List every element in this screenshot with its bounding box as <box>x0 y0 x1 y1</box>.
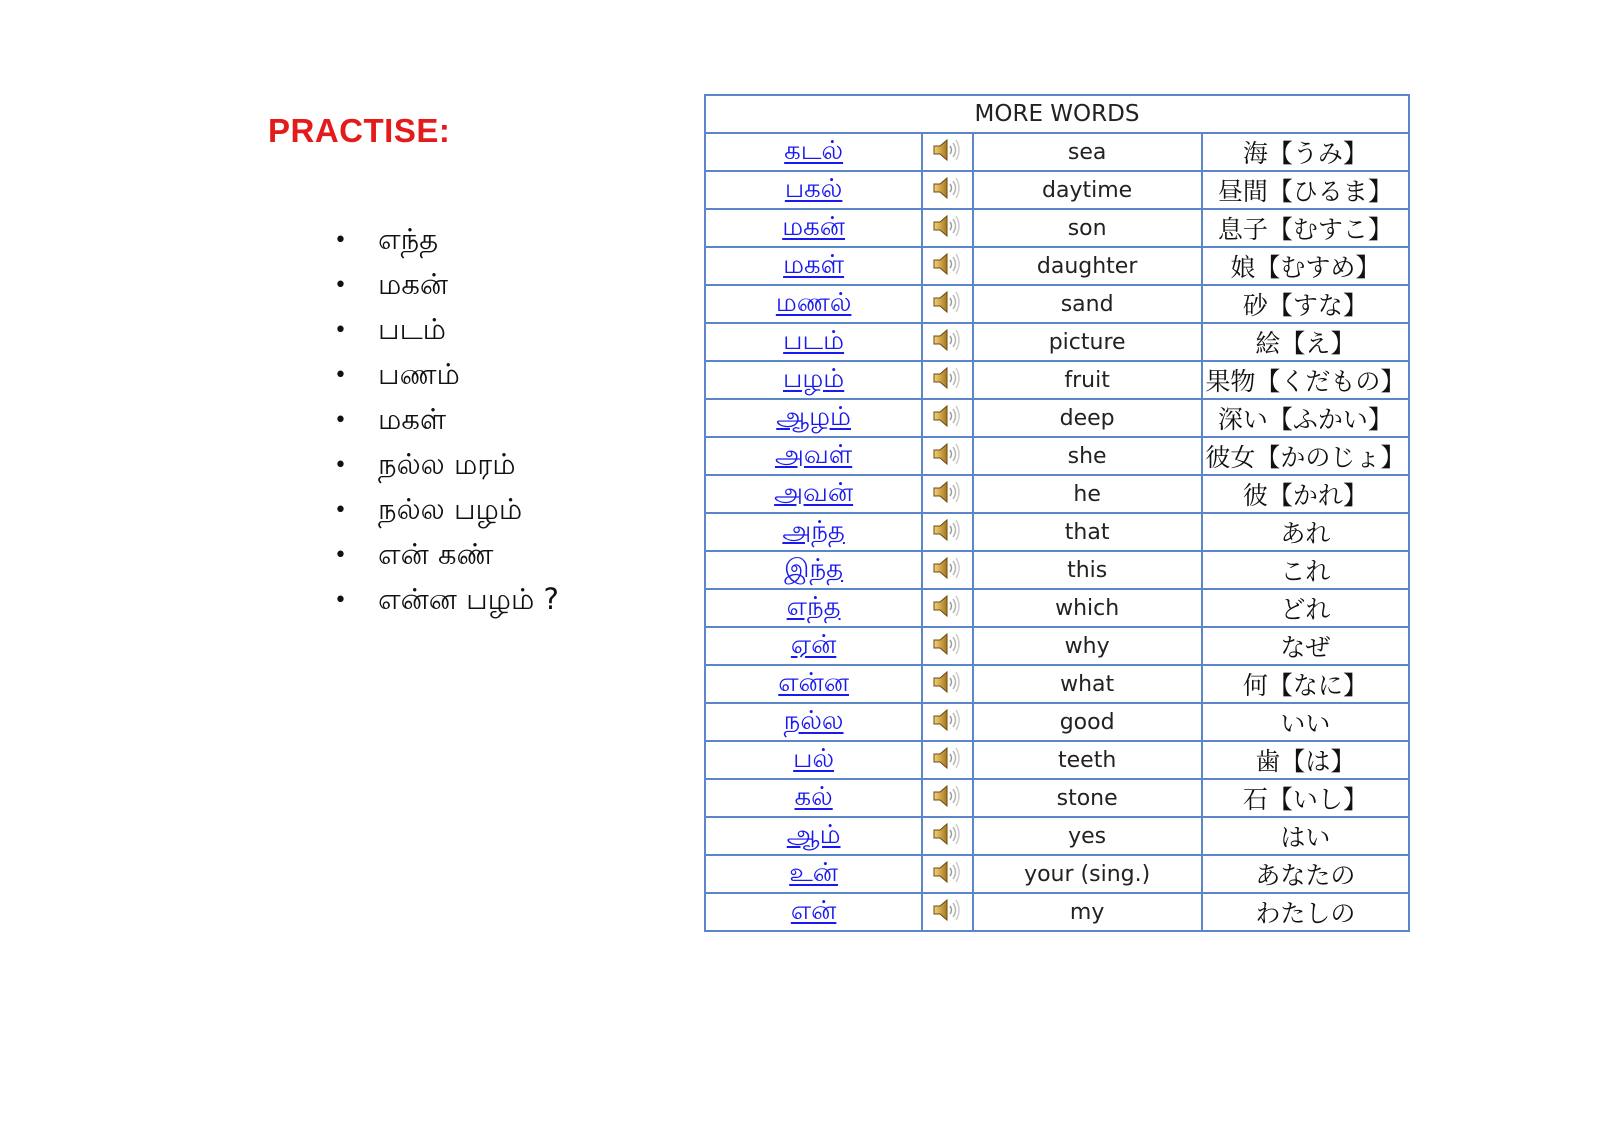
english-cell <box>973 361 1202 399</box>
tamil-cell <box>705 665 922 703</box>
bullet-point: • <box>334 273 347 298</box>
practise-word: படம் <box>378 311 446 346</box>
word-row <box>705 627 1409 665</box>
tamil-cell <box>705 209 922 247</box>
japanese-translation: あなたの <box>1255 861 1356 890</box>
english-translation: sand <box>1060 291 1114 317</box>
tamil-cell <box>705 627 922 665</box>
audio-cell <box>922 589 972 627</box>
speaker-icon[interactable] <box>931 555 963 581</box>
english-cell <box>973 703 1202 741</box>
tamil-cell <box>705 323 922 361</box>
tamil-word-link[interactable]: என்ன <box>778 667 849 698</box>
tamil-cell <box>705 247 922 285</box>
audio-cell <box>922 551 972 589</box>
bullet-point: • <box>334 453 347 478</box>
bullet-point: • <box>334 318 347 343</box>
audio-cell <box>922 361 972 399</box>
speaker-icon[interactable] <box>931 821 963 847</box>
japanese-cell <box>1202 703 1409 741</box>
word-row <box>705 703 1409 741</box>
bullet-point: • <box>334 543 347 568</box>
audio-cell <box>922 209 972 247</box>
table-body <box>705 133 1409 931</box>
english-translation: picture <box>1048 329 1126 355</box>
japanese-cell <box>1202 893 1409 931</box>
english-cell <box>973 741 1202 779</box>
english-translation: fruit <box>1064 367 1110 393</box>
practise-item <box>334 308 559 353</box>
word-row <box>705 323 1409 361</box>
tamil-cell <box>705 285 922 323</box>
tamil-cell <box>705 171 922 209</box>
practise-list <box>334 218 559 623</box>
practise-word: பணம் <box>378 356 460 391</box>
speaker-icon[interactable] <box>931 707 963 733</box>
japanese-translation: どれ <box>1280 595 1331 624</box>
english-cell <box>973 627 1202 665</box>
practise-item <box>334 533 559 578</box>
tamil-cell <box>705 855 922 893</box>
practise-heading: PRACTISE: <box>268 112 451 149</box>
japanese-translation: 娘【むすめ】 <box>1230 253 1381 282</box>
audio-cell <box>922 171 972 209</box>
word-row <box>705 855 1409 893</box>
speaker-icon[interactable] <box>931 327 963 353</box>
japanese-cell <box>1202 589 1409 627</box>
tamil-cell <box>705 361 922 399</box>
audio-cell <box>922 513 972 551</box>
japanese-cell <box>1202 741 1409 779</box>
word-row <box>705 437 1409 475</box>
tamil-word-link[interactable]: அவள் <box>774 439 853 470</box>
practise-item <box>334 578 559 623</box>
japanese-cell <box>1202 247 1409 285</box>
speaker-icon[interactable] <box>931 593 963 619</box>
english-translation: yes <box>1068 823 1107 849</box>
english-cell <box>973 893 1202 931</box>
tamil-word-link[interactable]: மகள் <box>783 249 845 280</box>
audio-cell <box>922 437 972 475</box>
english-cell <box>973 323 1202 361</box>
english-cell <box>973 589 1202 627</box>
word-row <box>705 133 1409 171</box>
speaker-icon[interactable] <box>931 441 963 467</box>
japanese-cell <box>1202 209 1409 247</box>
speaker-icon[interactable] <box>931 403 963 429</box>
japanese-translation: 何【なに】 <box>1242 671 1368 700</box>
tamil-word-link[interactable]: மணல் <box>775 287 852 318</box>
practise-item <box>334 488 559 533</box>
tamil-word-link[interactable]: கல் <box>794 781 833 812</box>
tamil-word-link[interactable]: மகன் <box>782 211 845 242</box>
japanese-cell <box>1202 171 1409 209</box>
english-translation: sea <box>1067 139 1107 165</box>
japanese-translation: いい <box>1280 709 1331 738</box>
practise-item <box>334 443 559 488</box>
tamil-word-link[interactable]: கடல் <box>784 135 844 166</box>
practise-word: என் கண் <box>378 536 494 571</box>
audio-cell <box>922 627 972 665</box>
tamil-cell <box>705 817 922 855</box>
japanese-cell <box>1202 817 1409 855</box>
table-header-row <box>705 95 1409 133</box>
word-row <box>705 893 1409 931</box>
english-cell <box>973 551 1202 589</box>
speaker-icon[interactable] <box>931 669 963 695</box>
audio-cell <box>922 323 972 361</box>
word-row <box>705 171 1409 209</box>
practise-word: மகள் <box>378 401 447 436</box>
word-row <box>705 817 1409 855</box>
english-translation: she <box>1067 443 1107 469</box>
practise-word: என்ன பழம் ? <box>378 581 559 616</box>
speaker-icon[interactable] <box>931 365 963 391</box>
japanese-cell <box>1202 475 1409 513</box>
practise-item <box>334 263 559 308</box>
tamil-cell <box>705 475 922 513</box>
audio-cell <box>922 703 972 741</box>
english-translation: deep <box>1059 405 1115 431</box>
practise-word: மகன் <box>378 266 449 301</box>
japanese-translation: 彼女【かのじょ】 <box>1205 443 1406 472</box>
japanese-cell <box>1202 779 1409 817</box>
japanese-translation: 深い【ふかい】 <box>1217 405 1393 434</box>
practise-word: எந்த <box>378 221 439 256</box>
table-header: MORE WORDS <box>705 95 1409 133</box>
japanese-translation: 歯【は】 <box>1255 747 1356 776</box>
japanese-translation: あれ <box>1280 519 1331 548</box>
tamil-word-link[interactable]: ஆம் <box>786 819 841 850</box>
speaker-icon[interactable] <box>931 631 963 657</box>
tamil-cell <box>705 513 922 551</box>
word-row <box>705 361 1409 399</box>
english-translation: good <box>1059 709 1115 735</box>
japanese-translation: 石【いし】 <box>1242 785 1368 814</box>
japanese-translation: 果物【くだもの】 <box>1205 367 1406 396</box>
bullet-point: • <box>334 498 347 523</box>
speaker-icon[interactable] <box>931 175 963 201</box>
tamil-word-link[interactable]: ஆழம் <box>776 401 851 432</box>
tamil-cell <box>705 589 922 627</box>
word-row <box>705 665 1409 703</box>
japanese-translation: 砂【すな】 <box>1242 291 1368 320</box>
english-cell <box>973 437 1202 475</box>
audio-cell <box>922 133 972 171</box>
audio-cell <box>922 893 972 931</box>
japanese-translation: これ <box>1280 557 1331 586</box>
japanese-cell <box>1202 133 1409 171</box>
tamil-word-link[interactable]: பழம் <box>783 363 845 394</box>
tamil-word-link[interactable]: பகல் <box>784 173 843 204</box>
speaker-icon[interactable] <box>931 137 963 163</box>
practise-word: நல்ல மரம் <box>378 446 516 481</box>
tamil-cell <box>705 893 922 931</box>
english-cell <box>973 285 1202 323</box>
tamil-word-link[interactable]: அந்த <box>782 515 845 546</box>
japanese-translation: 息子【むすこ】 <box>1217 215 1393 244</box>
japanese-translation: 彼【かれ】 <box>1242 481 1368 510</box>
more-words-table <box>704 94 1410 932</box>
audio-cell <box>922 399 972 437</box>
english-translation: your (sing.) <box>1024 861 1151 887</box>
japanese-cell <box>1202 399 1409 437</box>
english-cell <box>973 209 1202 247</box>
english-cell <box>973 513 1202 551</box>
tamil-word-link[interactable]: படம் <box>783 325 845 356</box>
audio-cell <box>922 855 972 893</box>
speaker-icon[interactable] <box>931 897 963 923</box>
word-row <box>705 399 1409 437</box>
word-row <box>705 475 1409 513</box>
english-translation: daughter <box>1036 253 1138 279</box>
audio-cell <box>922 741 972 779</box>
tamil-cell <box>705 437 922 475</box>
japanese-cell <box>1202 665 1409 703</box>
english-translation: daytime <box>1042 177 1133 203</box>
audio-cell <box>922 665 972 703</box>
tamil-cell <box>705 399 922 437</box>
japanese-cell <box>1202 323 1409 361</box>
english-cell <box>973 133 1202 171</box>
japanese-translation: 絵【え】 <box>1255 329 1356 358</box>
tamil-word-link[interactable]: உன் <box>789 857 839 888</box>
japanese-cell <box>1202 551 1409 589</box>
speaker-icon[interactable] <box>931 859 963 885</box>
bullet-point: • <box>334 588 347 613</box>
japanese-translation: わたしの <box>1255 899 1356 928</box>
english-translation: that <box>1064 519 1110 545</box>
bullet-point: • <box>334 408 347 433</box>
tamil-word-link[interactable]: அவன் <box>774 477 854 508</box>
practise-item <box>334 218 559 263</box>
practise-item <box>334 398 559 443</box>
english-translation: son <box>1067 215 1107 241</box>
bullet-point: • <box>334 228 347 253</box>
japanese-cell <box>1202 285 1409 323</box>
bullet-point: • <box>334 363 347 388</box>
practise-item <box>334 353 559 398</box>
english-translation: what <box>1060 671 1115 697</box>
practise-word: நல்ல பழம் <box>378 491 523 526</box>
speaker-icon[interactable] <box>931 517 963 543</box>
japanese-cell <box>1202 627 1409 665</box>
japanese-translation: 海【うみ】 <box>1242 139 1368 168</box>
tamil-cell <box>705 133 922 171</box>
word-row <box>705 779 1409 817</box>
english-cell <box>973 817 1202 855</box>
speaker-icon[interactable] <box>931 251 963 277</box>
english-cell <box>973 475 1202 513</box>
tamil-cell <box>705 741 922 779</box>
word-row <box>705 513 1409 551</box>
tamil-word-link[interactable]: நல்ல <box>783 705 844 736</box>
english-translation: teeth <box>1058 747 1117 773</box>
english-cell <box>973 855 1202 893</box>
japanese-cell <box>1202 513 1409 551</box>
word-row <box>705 209 1409 247</box>
english-translation: stone <box>1056 785 1118 811</box>
english-cell <box>973 399 1202 437</box>
tamil-word-link[interactable]: என் <box>790 895 837 926</box>
english-translation: my <box>1069 899 1105 925</box>
english-translation: he <box>1073 481 1101 507</box>
audio-cell <box>922 475 972 513</box>
tamil-word-link[interactable]: இந்த <box>784 553 844 584</box>
speaker-icon[interactable] <box>931 289 963 315</box>
english-cell <box>973 779 1202 817</box>
word-row <box>705 551 1409 589</box>
japanese-cell <box>1202 437 1409 475</box>
tamil-word-link[interactable]: ஏன் <box>790 629 837 660</box>
english-translation: this <box>1067 557 1108 583</box>
tamil-cell <box>705 703 922 741</box>
english-cell <box>973 171 1202 209</box>
audio-cell <box>922 817 972 855</box>
japanese-translation: 昼間【ひるま】 <box>1217 177 1393 206</box>
speaker-icon[interactable] <box>931 745 963 771</box>
audio-cell <box>922 285 972 323</box>
word-row <box>705 285 1409 323</box>
word-row <box>705 247 1409 285</box>
speaker-icon[interactable] <box>931 783 963 809</box>
japanese-cell <box>1202 361 1409 399</box>
japanese-translation: なぜ <box>1280 633 1331 662</box>
word-row <box>705 741 1409 779</box>
japanese-cell <box>1202 855 1409 893</box>
speaker-icon[interactable] <box>931 213 963 239</box>
tamil-cell <box>705 779 922 817</box>
english-cell <box>973 665 1202 703</box>
word-row <box>705 589 1409 627</box>
tamil-cell <box>705 551 922 589</box>
english-translation: which <box>1055 595 1120 621</box>
tamil-word-link[interactable]: பல் <box>793 743 835 774</box>
audio-cell <box>922 247 972 285</box>
audio-cell <box>922 779 972 817</box>
english-translation: why <box>1064 633 1110 659</box>
tamil-word-link[interactable]: எந்த <box>786 591 841 622</box>
speaker-icon[interactable] <box>931 479 963 505</box>
japanese-translation: はい <box>1280 823 1331 852</box>
english-cell <box>973 247 1202 285</box>
